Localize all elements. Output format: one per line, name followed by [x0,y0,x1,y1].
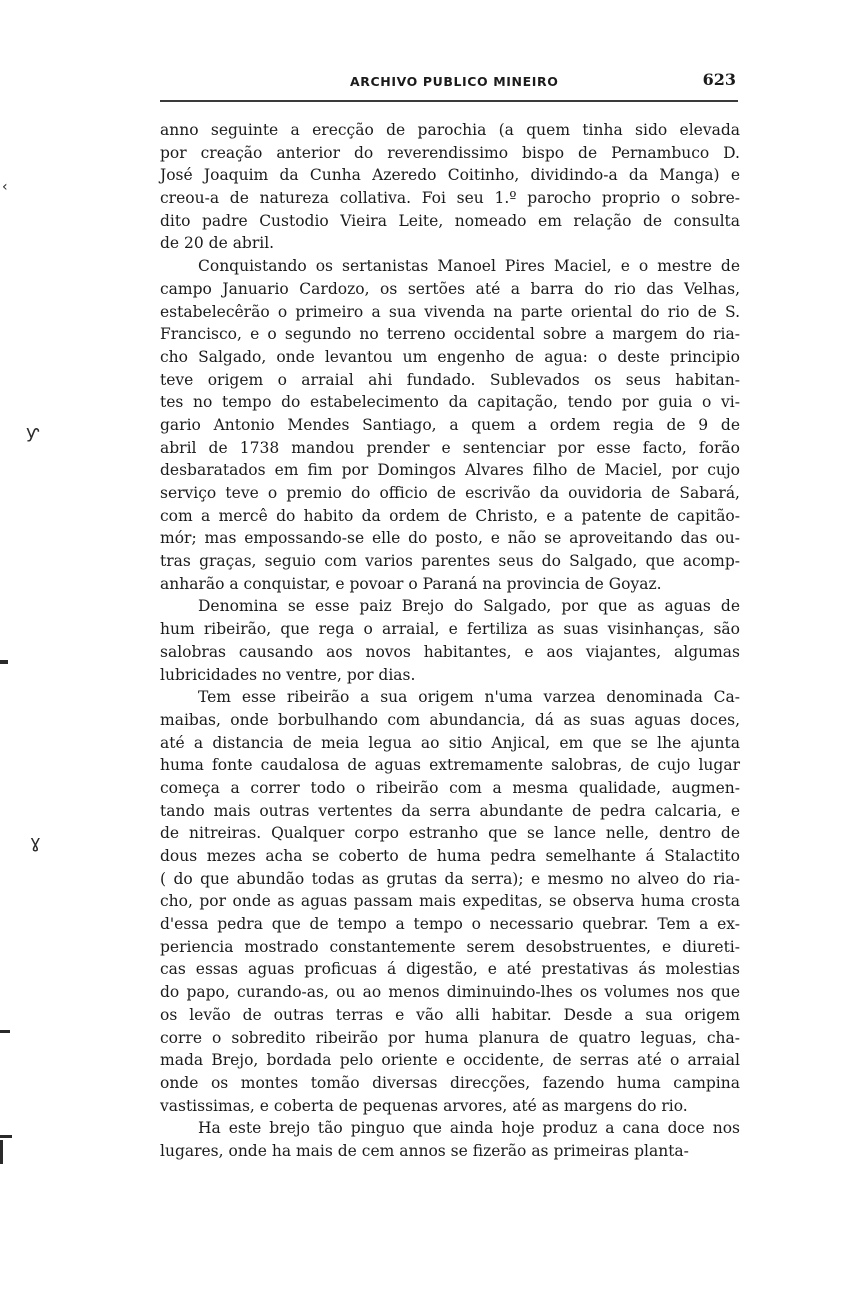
text-line: os levão de outras terras e vão alli habitar. Desde a sua origem [160,1005,740,1024]
text-line: até a distancia de meia legua ao sitio Anjical, em que se lhe ajunta [160,733,740,752]
text-line: anharão a conquistar, e povoar o Paraná na provincia de Goyaz. [160,574,662,593]
running-header [160,70,740,96]
margin-mark: ɣ [30,832,41,853]
text-line: cho Salgado, onde levantou um engenho de agua: o deste principio [160,347,740,366]
text-line: corre o sobredito ribeirão por huma planura de quatro leguas, cha- [160,1028,740,1047]
text-line: tando mais outras vertentes da serra abundante de pedra calcaria, e [160,801,740,820]
text-line: serviço teve o premio do officio de escrivão da ouvidoria de Sabará, [160,484,740,502]
text-line: lubricidades no ventre, por dias. [160,665,416,684]
text-line: d'essa pedra que de tempo a tempo o necessario quebrar. Tem a ex- [160,915,740,934]
text-line: José Joaquim da Cunha Azeredo Coitinho, dividindo-a da Manga) e [160,166,740,185]
scan-speck [0,1140,3,1164]
text-line: com a mercê do habito da ordem de Christo, e a patente de capitão- [160,506,740,525]
text-line: mada Brejo, bordada pelo oriente e occidente, de serras até o arraial [160,1051,740,1070]
text-line: começa a correr todo o ribeirão com a mesma qualidade, augmen- [160,778,740,797]
text-line: Francisco, e o segundo no terreno occidental sobre a margem do ria- [160,325,740,344]
text-line: anno seguinte a erecção de parochia (a quem tinha sido elevada [160,121,740,139]
text-line: de nitreiras. Qualquer corpo estranho que se lance nelle, dentro de [160,824,740,843]
scan-speck [0,660,8,664]
margin-mark: ƴ [26,422,40,443]
text-line: cho, por onde as aguas passam mais expeditas, se observa huma crosta [160,892,740,911]
text-line: lugares, onde ha mais de cem annos se fizerão as primeiras planta- [160,1141,689,1160]
text-line: hum ribeirão, que rega o arraial, e fertiliza as suas visinhanças, são [160,620,740,639]
text-line: abril de 1738 mandou prender e sentenciar por esse facto, forão [160,438,740,457]
text-line: dous mezes acha se coberto de huma pedra semelhante á Stalactito [160,847,740,865]
text-line: Ha este brejo tão pinguo que ainda hoje produz a cana doce nos [198,1119,740,1138]
text-line: campo Januario Cardozo, os sertões até a barra do rio das Velhas, [160,279,740,298]
paragraph [160,119,740,255]
text-line: desbaratados em fim por Domingos Alvares filho de Maciel, por cujo [160,461,740,480]
text-line: periencia mostrado constantemente serem desobstruentes, e diureti- [160,937,740,956]
text-line: mór; mas empossando-se elle do posto, e não se aproveitando das ou- [160,529,740,548]
text-line: huma fonte caudalosa de aguas extremamente salobras, de cujo lugar [160,756,740,775]
text-line: maibas, onde borbulhando com abundancia, dá as suas aguas doces, [160,710,740,729]
paragraph [160,1117,740,1162]
text-line: gario Antonio Mendes Santiago, a quem a ordem regia de 9 de [160,415,740,434]
text-line: Conquistando os sertanistas Manoel Pires Maciel, e o mestre de [198,257,740,276]
header-rule [160,100,738,102]
text-line: onde os montes tomão diversas direcções, fazendo huma campina [160,1073,740,1092]
running-title: ARCHIVO PUBLICO MINEIRO [350,74,559,89]
margin-mark: ‹ [2,179,8,195]
text-line: teve origem o arraial ahi fundado. Sublevados os seus habitan- [160,370,740,389]
text-line: cas essas aguas proficuas á digestão, e até prestativas ás molestias [160,960,740,979]
page-number: 623 [702,70,736,89]
text-line: Denomina se esse paiz Brejo do Salgado, por que as aguas de [198,597,740,616]
scan-speck [0,1135,12,1138]
text-line: de 20 de abril. [160,234,275,253]
text-line: salobras causando aos novos habitantes, e aos viajantes, algumas [160,642,740,661]
text-line: ( do que abundão todas as grutas da serra); e mesmo no alveo do ria- [160,869,740,888]
text-line: tras graças, seguio com varios parentes seus do Salgado, que acomp- [160,552,740,571]
text-line: vastissimas, e coberta de pequenas arvores, até as margens do rio. [160,1096,688,1115]
paragraph [160,595,740,686]
scan-speck [0,1030,10,1033]
paragraph [160,686,740,1117]
text-line: do papo, curando-as, ou ao menos diminuindo-lhes os volumes nos que [160,983,740,1002]
text-line: Tem esse ribeirão a sua origem n'uma varzea denominada Ca- [198,688,740,707]
text-line: dito padre Custodio Vieira Leite, nomeado em relação de consulta [160,211,740,230]
text-line: por creação anterior do reverendissimo bispo de Pernambuco D. [160,143,740,162]
text-line: creou-a de natureza collativa. Foi seu 1.º parocho proprio o sobre- [160,189,740,208]
paragraph [160,255,740,595]
text-line: tes no tempo do estabelecimento da capitação, tendo por guia o vi- [160,393,740,412]
text-line: estabelecêrão o primeiro a sua vivenda na parte oriental do rio de S. [160,302,740,321]
body-text [160,119,740,1163]
